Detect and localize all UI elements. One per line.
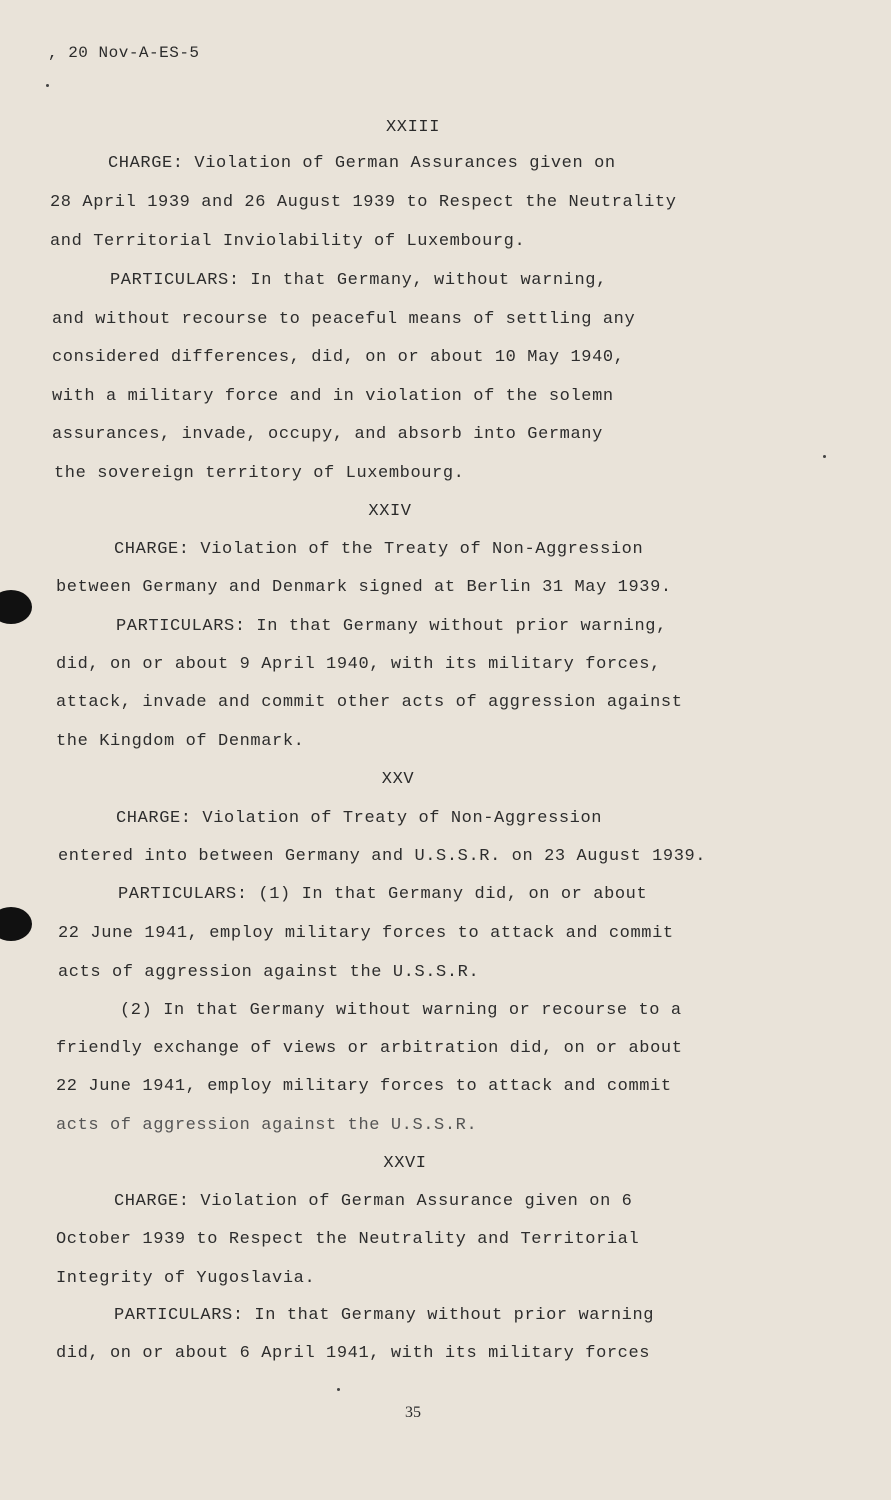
text-line: did, on or about 9 April 1940, with its military forces,	[56, 655, 661, 674]
text-line: between Germany and Denmark signed at Berlin 31 May 1939.	[56, 578, 672, 597]
text-line: 22 June 1941, employ military forces to attack and commit	[58, 924, 674, 943]
text-line: attack, invade and commit other acts of aggression against	[56, 693, 683, 712]
section-numeral: XXIII	[385, 118, 440, 137]
particulars-line: PARTICULARS: In that Germany without prior warning,	[116, 617, 667, 636]
text-line: entered into between Germany and U.S.S.R. on 23 August 1939.	[58, 847, 707, 866]
charge-line: CHARGE: Violation of the Treaty of Non-Aggression	[114, 540, 644, 559]
document-reference-code: , 20 Nov-A-ES-5	[48, 44, 200, 62]
charge-line: CHARGE: Violation of Treaty of Non-Aggression	[116, 809, 603, 828]
text-line: 28 April 1939 and 26 August 1939 to Respect the Neutrality	[50, 193, 677, 212]
page-number: 35	[405, 1404, 421, 1421]
paper-speck	[337, 1388, 340, 1391]
section-numeral: XXIV	[368, 502, 412, 521]
particulars-line: PARTICULARS: In that Germany, without warning,	[110, 271, 607, 290]
text-line: the Kingdom of Denmark.	[56, 732, 305, 751]
charge-line: CHARGE: Violation of German Assurances given on	[108, 154, 616, 173]
charge-line: CHARGE: Violation of German Assurance given on 6	[114, 1192, 633, 1211]
text-line: and Territorial Inviolability of Luxembourg.	[50, 232, 526, 251]
section-numeral: XXV	[381, 770, 415, 789]
paper-speck	[823, 455, 826, 458]
binder-hole-top	[0, 590, 32, 624]
section-numeral: XXVI	[383, 1154, 427, 1173]
text-line: acts of aggression against the U.S.S.R.	[58, 963, 480, 982]
text-line: acts of aggression against the U.S.S.R.	[56, 1116, 478, 1135]
particulars-line: PARTICULARS: (1) In that Germany did, on or about	[118, 885, 648, 904]
text-line: friendly exchange of views or arbitration did, on or about	[56, 1039, 683, 1058]
text-line: considered differences, did, on or about 10 May 1940,	[52, 348, 625, 367]
text-line: did, on or about 6 April 1941, with its military forces	[56, 1344, 651, 1363]
text-line: Integrity of Yugoslavia.	[56, 1269, 316, 1288]
text-line: 22 June 1941, employ military forces to attack and commit	[56, 1077, 672, 1096]
text-line: October 1939 to Respect the Neutrality and Territorial	[56, 1230, 640, 1249]
paper-speck	[46, 84, 49, 87]
text-line: the sovereign territory of Luxembourg.	[54, 464, 465, 483]
text-line: (2) In that Germany without warning or recourse to a	[120, 1001, 682, 1020]
binder-hole-bottom	[0, 907, 32, 941]
text-line: assurances, invade, occupy, and absorb into Germany	[52, 425, 603, 444]
particulars-line: PARTICULARS: In that Germany without prior warning	[114, 1306, 655, 1325]
text-line: with a military force and in violation of the solemn	[52, 387, 614, 406]
text-line: and without recourse to peaceful means of settling any	[52, 310, 636, 329]
